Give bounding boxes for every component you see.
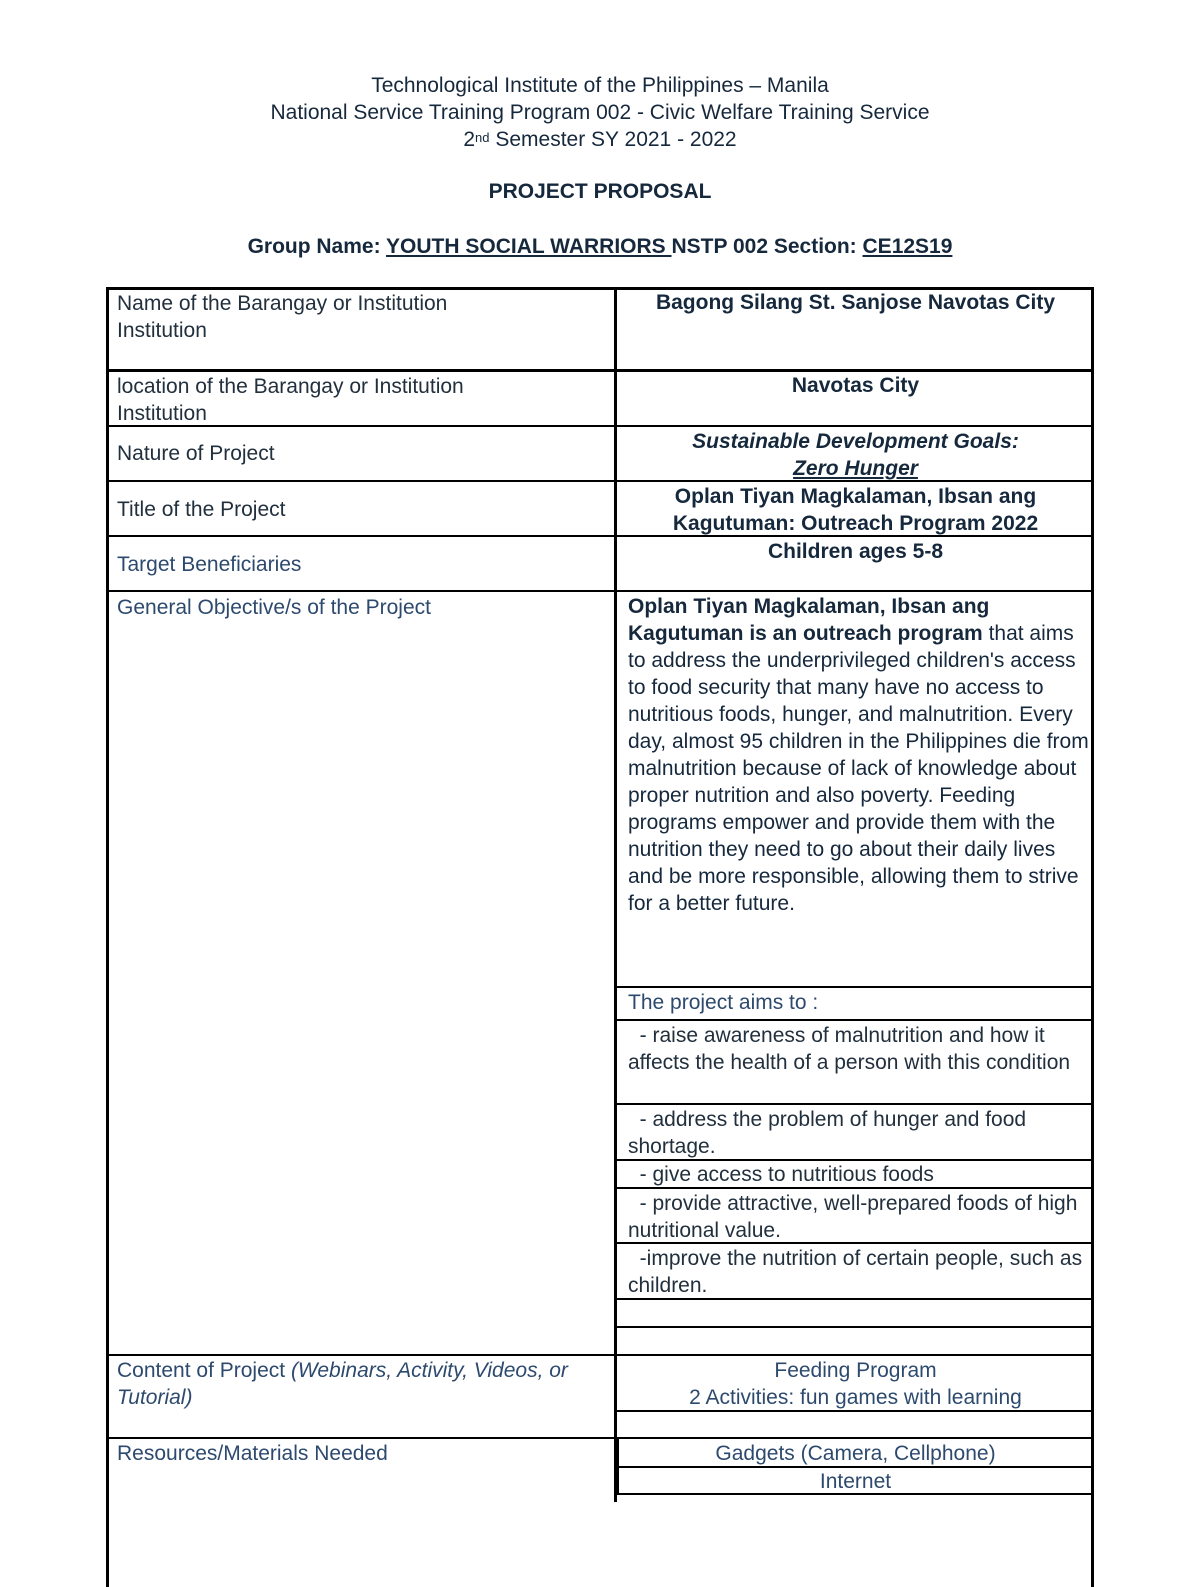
row-divider [106,1437,1094,1439]
aim-item-1: - raise awareness of malnutrition and how it affects the health of a person with this condition [628,1024,1071,1074]
barangay-label-line1: Name of the Barangay or Institution [117,292,448,315]
location-label-line2: Institution [117,402,207,425]
sub-divider [617,1326,1094,1328]
objective-bold: Oplan Tiyan Magkalaman, Ibsan ang Kagutuman is an outreach program [628,595,990,645]
sub-divider [617,986,1094,988]
semester-line [0,126,1200,153]
title-value [617,483,1094,537]
target-label: Target Beneficiaries [117,553,302,576]
title-label: Title of the Project [117,498,286,521]
sub-divider [617,1019,1094,1021]
title-value-line2: Kagutuman: Outreach Program 2022 [672,512,1039,535]
nature-value-sdg: Zero Hunger [793,457,918,480]
semester-number: 2 [463,128,476,151]
objective-paragraph [628,593,1090,917]
row-divider [106,590,1094,592]
objective-text: that aims to address the underprivileged children's access to food security that many have no access to nutritious foods, hunger, and malnutrition. Every day, almost 95 children in the Philippines die from malnutrition because of lack of knowledge about proper nutrition and also poverty. Feeding programs empower and provide them with the nutrition they need to go about their daily lives and be more responsible, allowing them to strive for a better future. [628,622,1089,915]
section-value: CE12S19 [862,235,953,258]
content-label [117,1357,602,1411]
objective-label: General Objective/s of the Project [117,596,431,619]
location-value: Navotas City [791,374,920,397]
content-value-line1: Feeding Program [774,1359,937,1382]
semester-suffix: nd [475,130,490,145]
program-name: National Service Training Program 002 - Civic Welfare Training Service [270,101,930,124]
aim-item-3: - give access to nutritious foods [628,1163,934,1186]
location-label [117,373,607,427]
content-value [617,1357,1094,1411]
resources-value-1: Gadgets (Camera, Cellphone) [715,1442,996,1465]
resources-label: Resources/Materials Needed [117,1442,388,1465]
nature-label: Nature of Project [117,442,275,465]
document-title: PROJECT PROPOSAL [488,180,712,203]
title-value-line1: Oplan Tiyan Magkalaman, Ibsan ang [674,485,1037,508]
group-line [0,235,1200,259]
nature-value [617,428,1094,482]
aims-intro: The project aims to : [628,991,819,1014]
nature-value-line2 [617,455,1094,482]
semester-text: Semester SY 2021 - 2022 [489,128,737,151]
section-label: NSTP 002 Section: [671,235,863,258]
sub-divider [617,1103,1094,1105]
barangay-label-line2: Institution [117,319,207,342]
barangay-label [117,290,607,344]
aim-item-2: - address the problem of hunger and food shortage. [628,1108,1032,1158]
aim-item-5: -improve the nutrition of certain people, such as children. [628,1247,1088,1297]
barangay-value: Bagong Silang St. Sanjose Navotas City [655,291,1056,314]
content-value-line2: 2 Activities: fun games with learning [689,1386,1022,1409]
content-label-italic: (Webinars, Activity, Videos, or Tutorial) [117,1359,568,1409]
aim-item-4: - provide attractive, well-prepared foods of high nutritional value. [628,1192,1084,1242]
table-left-border [106,1437,109,1553]
content-label-text: Content of Project [117,1359,291,1382]
nature-value-line1: Sustainable Development Goals: [692,430,1019,453]
target-value: Children ages 5-8 [767,540,944,563]
group-name-label: Group Name: [247,235,387,258]
institution-name: Technological Institute of the Philippines – Manila [371,74,829,97]
resources-value-2: Internet [819,1470,892,1493]
group-name-value: YOUTH SOCIAL WARRIORS [386,235,672,258]
location-label-line1: location of the Barangay or Institution [117,375,464,398]
row-divider [106,1354,1094,1356]
